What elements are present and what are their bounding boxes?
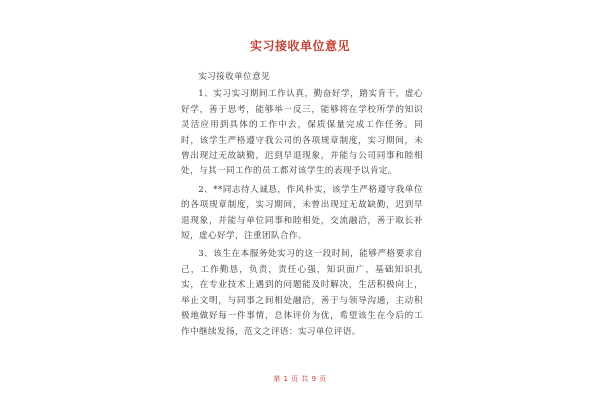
document-title: 实习接收单位意见 [249, 39, 350, 53]
paragraph-2: 2、**同志待人诚恳，作风朴实，该学生严格遵守我单位的各项规章制度，实习期间，未曾出现过无故缺勤，迟到早退现象，并能与单位同事和睦相处，交流融洽，善于取长补短，虚心好学，注重团队合作。 [181, 184, 423, 242]
paragraph-3: 3、该生在本服务处实习的这一段时间，能够严格要求自己，工作勤恳，负责，责任心强，知识面广，基础知识扎实，在专业技术上遇到的问题能及时解决，生活积极向上，举止文明，与同事之间相处融洽，善于与领导沟通，主动积极地做好每一件事情，总体评价为优，希望该生在今后的工作中继续发扬，范文之评语：实习单位评语。 [181, 249, 423, 337]
section-heading: 实习接收单位意见 [198, 72, 271, 82]
paragraph-1: 1、实习实习期间工作认真，勤奋好学，踏实肯干，虚心好学，善于思考，能够举一反三，能够将在学校所学的知识灵活应用到具体的工作中去，保质保量完成工作任务。同时，该学生严格遵守我公司的各项规章制度，实习期间，未曾出现过无故缺勤，迟到早退现象，并能与公司同事和睦相处，与其一同工作的员工都对该学生的表现予以肯定。 [181, 89, 423, 177]
document-body [181, 70, 423, 343]
page-number: 第 1 页 共 9 页 [273, 375, 327, 383]
